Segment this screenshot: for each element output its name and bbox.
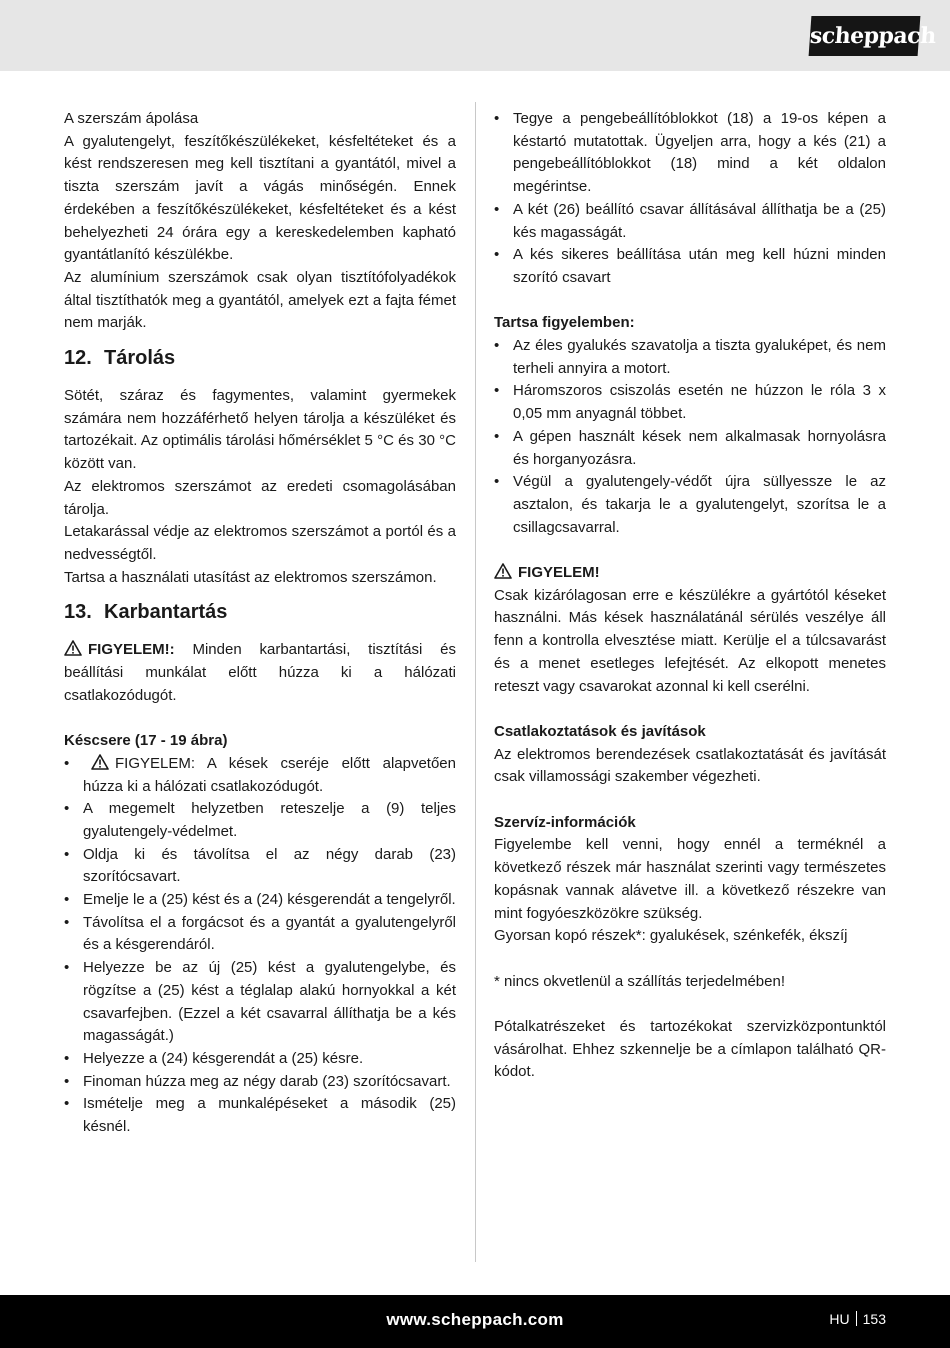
maintenance-warning-label: FIGYELEM!: xyxy=(88,641,175,659)
service-paragraph-3: Pótalkatrészeket és tartozékokat szervizközpontunktól vásárolhat. Ehhez szkennelje be a címlapon található QR-kódot. xyxy=(494,1018,886,1081)
left-column xyxy=(64,108,456,1139)
warning-triangle-icon xyxy=(91,754,109,770)
list-item: • Helyezze a (24) késgerendát a (25) késre. xyxy=(64,1048,456,1071)
right-column xyxy=(494,108,886,1084)
list-item: • A gépen használt kések nem alkalmasak hornyolásra és horganyozásra. xyxy=(494,426,886,471)
footer-page-info xyxy=(829,1311,886,1327)
maintenance-warning xyxy=(64,639,456,707)
knife-replacement-list xyxy=(64,753,456,1139)
service-note: * nincs okvetlenül a szállítás terjedelmében! xyxy=(494,972,785,990)
list-item: • Helyezze be az új (25) kést a gyalutengelybe, és rögzítse a (25) kést a téglalap alakú hornyokkal a két csavarfejben. (Ezzel a két csavarral állíthatja be a kés magasságát.) xyxy=(64,957,456,1048)
service-title: Szervíz-információk xyxy=(494,813,636,831)
section-13-number: 13. xyxy=(64,601,92,624)
page-number: 153 xyxy=(862,1311,886,1327)
service-paragraph-1: Figyelembe kell venni, hogy ennél a terméknél a következő részek már használat szerinti vagy természetes kopásnak vannak alávetve ill. a következő részekre van mint fogyóeszközökre szükség. xyxy=(494,836,886,922)
list-item xyxy=(64,753,456,798)
list-item: • Oldja ki és távolítsa el az négy darab (23) szorítócsavart. xyxy=(64,844,456,889)
warning-heading xyxy=(494,562,886,585)
warning-triangle-icon xyxy=(494,563,512,579)
list-item: • Háromszoros csiszolás esetén ne húzzon le róla 3 x 0,05 mm anyagnál többet. xyxy=(494,380,886,425)
language-code: HU xyxy=(829,1311,850,1327)
maintenance-warning-text: Minden karbantartási, tisztítási és beállítási munkálat előtt húzza ki a hálózati csatlakozódugót. xyxy=(64,641,456,704)
section-12-number: 12. xyxy=(64,347,92,370)
storage-paragraph-1: Sötét, száraz és fagymentes, valamint gyermekek számára nem hozzáférhető helyen tárolja a készüléket és tartozékait. Az optimális tárolási hőmérséklet 5 °C és 30 °C között van. xyxy=(64,387,456,473)
storage-paragraph-3: Letakarással védje az elektromos szerszámot a portól és a nedvességtől. xyxy=(64,523,456,563)
connections-title: Csatlakoztatások és javítások xyxy=(494,722,706,740)
connections-text: Az elektromos berendezések csatlakoztatását és javítását csak villamossági szakember végezheti. xyxy=(494,745,886,786)
list-item: • Az éles gyalukés szavatolja a tiszta gyaluképet, és nem terheli annyira a motort. xyxy=(494,335,886,380)
list-item: • Ismételje meg a munkalépéseket a második (25) késnél. xyxy=(64,1093,456,1138)
knife-warning-text: FIGYELEM: A kések cseréje előtt alapvetően húzza ki a hálózati csatlakozódugót. xyxy=(83,754,456,795)
note-title: Tartsa figyelemben: xyxy=(494,314,635,332)
note-list xyxy=(494,335,886,539)
service-paragraph-2: Gyorsan kopó részek*: gyalukések, szénkefék, ékszíj xyxy=(494,927,848,945)
list-item: • Tegye a pengebeállítóblokkot (18) a 19-os képen a késtartó mutatottak. Ügyeljen arra, hogy a kés (21) a pengebeállítóblokkot (18) mind a két oldalon megérintse. xyxy=(494,108,886,199)
section-12-heading xyxy=(64,345,456,371)
section-13-title: Karbantartás xyxy=(104,601,228,624)
care-paragraph-2: Az alumínium szerszámok csak olyan tisztítófolyadékok által tisztíthatók meg a gyantától, amelyek ezt a fajta fémet nem marják. xyxy=(64,268,456,332)
warning-label: FIGYELEM! xyxy=(518,564,600,582)
care-paragraph-1: A gyalutengelyt, feszítőkészülékeket, késfeltéteket és a kést rendszeresen meg kell tisztítani a gyantától, mivel a tiszta szerszám javít a vágás minőségén. Ennek érdekében a feszítőkészülékeket, késfeltéteket és a kést behelyezheti 24 órára egy a kereskedelemben kapható gyantátlanító készülékbe. xyxy=(64,132,456,264)
warning-text: Csak kizárólagosan erre e készülékre a gyártótól késeket használni. Más kések használatánál sérülés veszélye áll fenn a kontrolla elvesztése miatt. Kerülje el a túlcsavarást és a menet esetleges lefejtését. Az elkopott menetes reteszt vagy csavarokat azonnal ki kell cserélni. xyxy=(494,586,886,695)
footer-separator xyxy=(856,1311,857,1326)
section-13-heading xyxy=(64,599,456,625)
list-item: • A kés sikeres beállítása után meg kell húzni minden szorító csavart xyxy=(494,244,886,289)
storage-paragraph-2: Az elektromos szerszámot az eredeti csomagolásában tárolja. xyxy=(64,477,456,518)
list-item: • Távolítsa el a forgácsot és a gyantát a gyalutengelyről és a késgerendáról. xyxy=(64,912,456,957)
header-band xyxy=(0,0,950,71)
list-item: • A megemelt helyzetben reteszelje a (9) teljes gyalutengely-védelmet. xyxy=(64,798,456,843)
column-divider xyxy=(475,102,476,1262)
list-item: • Emelje le a (25) kést és a (24) késgerendát a tengelyről. xyxy=(64,889,456,912)
blade-setting-list xyxy=(494,108,886,290)
list-item: • Finoman húzza meg az négy darab (23) szorítócsavart. xyxy=(64,1071,456,1094)
list-item: • A két (26) beállító csavar állításával állíthatja be a (25) kés magasságát. xyxy=(494,199,886,244)
warning-triangle-icon xyxy=(64,640,82,656)
knife-replacement-title: Késcsere (17 - 19 ábra) xyxy=(64,732,228,750)
footer-band xyxy=(0,1295,950,1348)
scheppach-logo: scheppach xyxy=(809,16,921,56)
section-12-title: Tárolás xyxy=(104,347,176,370)
storage-paragraph-4: Tartsa a használati utasítást az elektromos szerszámon. xyxy=(64,568,437,586)
care-title: A szerszám ápolása xyxy=(64,110,199,127)
list-item: • Végül a gyalutengely-védőt újra süllyessze le az asztalon, és takarja le a gyalutengelyt, szorítsa le a csillagcsavarral. xyxy=(494,471,886,539)
footer-website-link[interactable]: www.scheppach.com xyxy=(386,1310,564,1329)
